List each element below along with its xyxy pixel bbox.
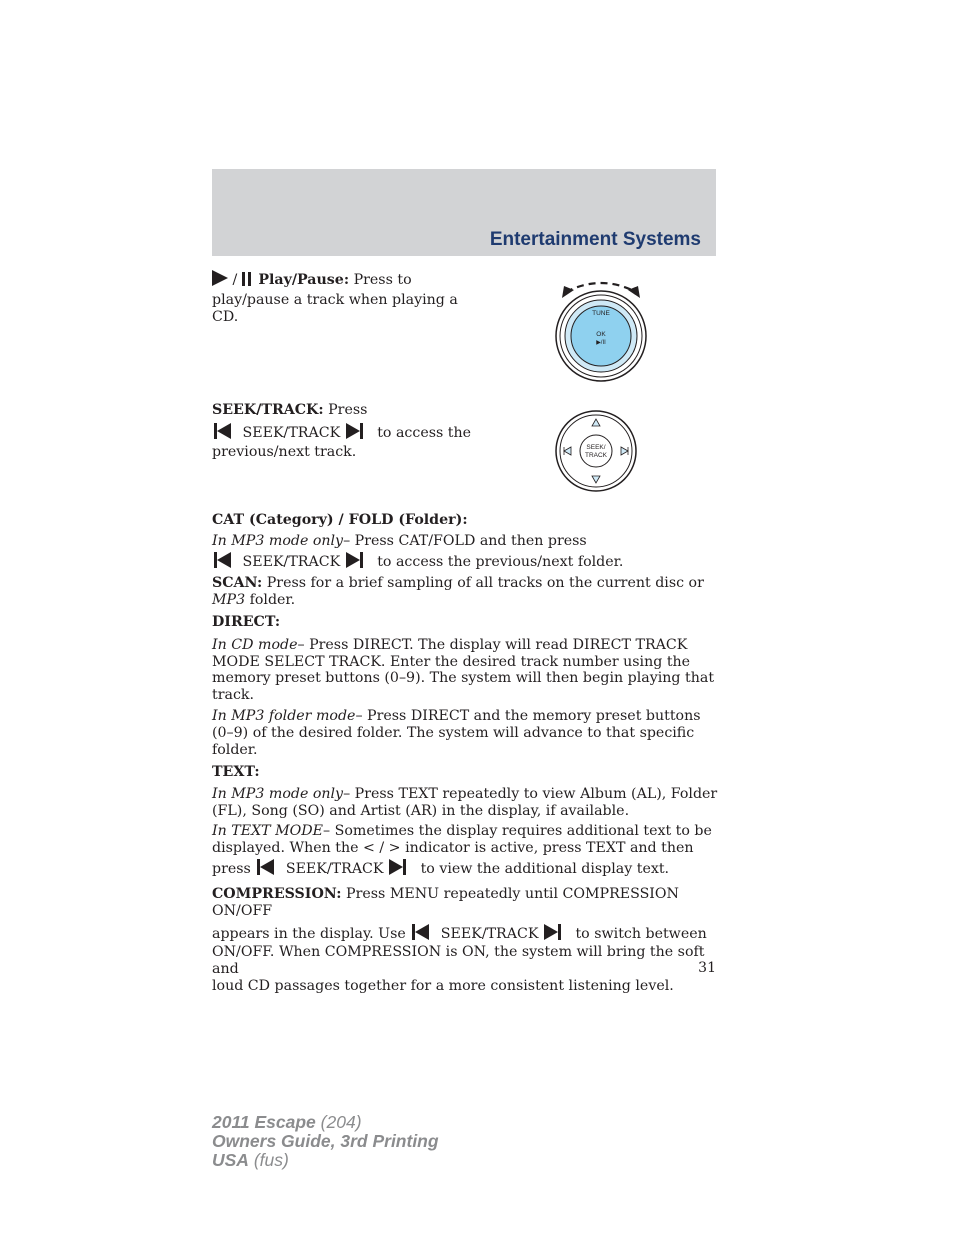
arrow-left-icon <box>562 286 574 298</box>
pause-icon <box>242 272 245 286</box>
play-pause-paragraph: / Play/Pause: Press to play/pause a track when playing a CD. <box>212 272 458 325</box>
cat-fold-paragraph: CAT (Category) / FOLD (Folder): In MP3 mode only– Press CAT/FOLD and then press SEEK/TRACK to access the previous/next folder. <box>212 512 624 570</box>
next-track-icon <box>345 422 365 440</box>
pause-icon <box>248 272 251 286</box>
seek-track-label: SEEK/TRACK: <box>212 402 324 418</box>
previous-track-icon <box>212 422 232 440</box>
tune-dial-illustration <box>548 276 654 384</box>
next-track-icon <box>345 551 365 569</box>
scan-paragraph: SCAN: Press for a brief sampling of all tracks on the current disc or MP3 folder. <box>212 575 704 608</box>
previous-track-icon <box>212 551 232 569</box>
seek-track-paragraph: SEEK/TRACK: Press SEEK/TRACK to access the previous/next track. <box>212 402 472 460</box>
tune-label: TUNE <box>592 310 610 317</box>
play-icon <box>212 270 228 286</box>
arrow-right-icon <box>628 286 640 298</box>
previous-track-icon <box>255 858 275 876</box>
next-track-icon <box>543 923 563 941</box>
next-track-icon <box>388 858 408 876</box>
footer-publication-info: 2011 Escape (204) Owners Guide, 3rd Printing USA (fus) <box>212 1112 439 1170</box>
seek-track-dial-illustration <box>554 409 638 493</box>
page-number: 31 <box>698 960 716 976</box>
previous-track-icon <box>410 923 430 941</box>
seek-label-line1: SEEK/ <box>586 444 606 451</box>
direct-paragraph: DIRECT: In CD mode– Press DIRECT. The display will read DIRECT TRACK MODE SELECT TRACK. Enter the desired track number using the memory preset buttons (0–9). The system will then begin playing that track. In MP3 folder mode– Press DIRECT and the memory preset buttons (0–9) of the desired folder. The system will advance to that specific folder. <box>212 614 715 758</box>
text-paragraph: TEXT: In MP3 mode only– Press TEXT repeatedly to view Album (AL), Folder (FL), Song (SO) and Artist (AR) in the display, if available. In TEXT MODE– Sometimes the display requires additional text to be displayed. When the < / > indicator is active, press TEXT and then press SEEK/TRACK to view the additional display text. <box>212 764 718 877</box>
cat-fold-heading: CAT (Category) / FOLD (Folder): <box>212 512 468 528</box>
play-pause-label: Play/Pause: <box>258 272 350 288</box>
section-header-band <box>212 169 716 256</box>
play-pause-symbol: ▶/II <box>596 340 606 346</box>
compression-paragraph: COMPRESSION: Press MENU repeatedly until COMPRESSION ON/OFF appears in the display. Use SEEK/TRACK to switch between ON/OFF. When COMPRESSION is ON, the system will bring the soft and loud CD passages together for a more consistent listening level. <box>212 886 707 994</box>
ok-label: OK <box>596 331 606 338</box>
section-title: Entertainment Systems <box>489 229 701 250</box>
seek-label-line2: TRACK <box>584 452 608 459</box>
